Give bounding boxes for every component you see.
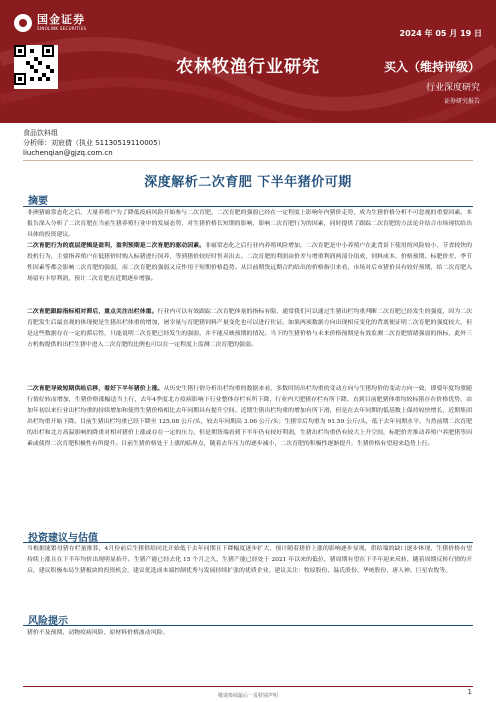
analyst-team: 食品饮料组	[23, 129, 58, 137]
logo-name-en: SINOLINK SECURITIES	[37, 26, 87, 31]
summary-divider	[23, 206, 473, 207]
analyst-name: 分析师：刘宸倩（执业 S1130519110005）	[23, 139, 165, 147]
summary-heading: 摘要	[28, 196, 48, 207]
analyst-email[interactable]: liuchenqian@gjzq.com.cn	[23, 149, 113, 157]
invest-divider	[23, 542, 473, 543]
risk-paragraph: 猪价不及预期、动物疫病风险、原材料价格波动风险。	[27, 630, 169, 636]
industry-title: 农林牧渔行业研究	[176, 57, 320, 77]
risk-divider	[23, 625, 473, 626]
footer-divider	[23, 686, 473, 687]
invest-heading: 投资建议与估值	[28, 533, 98, 544]
company-logo	[14, 14, 86, 32]
summary-paragraph: 非洲猪瘟常态化之后，大量养殖户为了降低疫病风险开始参与二次育肥，二次育肥的强弱已经在一定程度上影响年内猪价走势，成为生猪价格分析不可忽视的重要因素。本报告深入分析了二次育肥在当前生猪养殖行业中的发展态势，对生猪价格长短期的影响，影响二次育肥行为的因素，同时提供了跟踪二次育肥的方法论并结合市场现状给出具体的投资建议。	[27, 210, 472, 238]
report-date: 2024 年 05 月 19 日	[399, 29, 482, 38]
rating-label: 买入（维持评级）	[383, 60, 480, 74]
summary-paragraph: 二次育肥跟踪指标相对滞后，重点关注出栏体重。行业内可以有效跟踪二次育肥体量的指标有限，通常我们可以通过生猪出栏均重判断二次育肥已经发生的强度，因为二次育肥发生后最直观的体现便是生猪出栏体重的增加，屠宰量与育肥猪饲料产量变化也可以进行佐证。如果两项数据方向出现相反变化的背离便证明二次育肥的强度较大，但是这些数据存在一定的滞后性，只能说明二次育肥已经发生的强弱，并不能反映预期的情况。当下的生猪价格与未来价格预期是有效监测二次育肥情绪强弱的指标，此外三方机构提供的出栏生猪中进入二次育肥的比例也可以在一定程度上监测二次育肥的强弱。	[27, 309, 473, 348]
divider	[23, 160, 473, 161]
summary-paragraph: 二次育肥导致短期供给后移，看好下半年猪价上涨。从历史生猪行情分析出栏均重的数据来看，多数时间出栏均重的变动方向与生猪均价的变动方向一致，即要年度均重随行情好转而增加，生猪价格涨幅适当上行，去年4季度北方疫病影响下行业整体存栏有所下降，行业内大肥猪存栏有所下降，直到目前肥猪体重均较标猪存在价格优势，由加年初以来行业出栏均重的持续增加和使得生猪价格相比去年同期具有提升空间。近期生猪出栏均重的增加有所下滑，但是在去年同期的低基数上保持较快增长，近期集团出栏均重开始下降。目前生猪出栏均重已经下降至 125.08 公斤/头，较去年同期高 3.06 公斤/头；生猪宰后均重为 91.59 公斤/头，低于去年同期水平。当然前期二次育肥的出栏和北方高温影响的降重对相对猪价上涨或存在一定的压力，但是期货端看到下半年仍有较好利润，生猪出栏均重仍有较大上升空间，标肥价差推动养殖户养肥猪等因素或使得二次育肥积极性有所提升。目前生猪价格处于上涨的临界点，随着去年压力的逐步减小，二次育肥的积极性逐渐提升，生猪价格有望迎来趋势上行。	[27, 386, 473, 447]
report-title: 深度解析二次育肥 下半年猪价可期	[144, 175, 352, 190]
footer-disclaimer[interactable]: 敬请参阅最后一页特别声明	[217, 693, 278, 699]
summary-paragraph: 二次育肥行为的底层逻辑是盈利，盈利预期是二次育肥的驱动因素。非瘟常态化之后行业内养殖风险增加，二次育肥是中小养殖户在此背景下使用的风险较小、节省较快的投机行为，主要指养殖户在低猪价时购入标猪进行饲养，等到猪价较好时售卖出去。二次育肥的利润由价差与增重利润两部分组成，饲料成本、价格预期、标肥价差、季节性因素等都会影响二次育肥的强弱，而二次育肥的强弱又反作用于短期价格趋势。从目前期货远期合约给出的价格指引来看，市场对后市猪价具有较好预期，给二次育肥入场留有丰厚利润，预计二次育肥在近期逐步增强。	[27, 243, 473, 282]
risk-heading: 风险提示	[28, 616, 68, 627]
page-number: 1	[467, 688, 472, 696]
header-banner	[0, 0, 496, 123]
logo-icon	[14, 14, 32, 32]
report-type: 行业深度研究	[425, 83, 480, 93]
report-dept: 证券研究报告	[443, 98, 480, 105]
invest-paragraph: 当根据能繁母猪存栏量推算，4月份前后生猪供给同比开始低于去年同期且下降幅度逐步扩大，预计随着猪价上涨的影响逐步显现，供给端的缺口逐步体现，生猪价格有望持续上涨且在下半年均价出现明显抬升。生猪产能已经去化 15 个月之久，生猪产能已经处于 2021 年以来的低位，猪周期有望在下半年迎来反转，随着周期反转行情的开启，建议积极布局生猪板块的投资机会，建议优选成本端控制优秀与发展持续扩张的优质企业。建议关注：牧原股份、温氏股份、华统股份、唐人神、巨星农牧等。	[27, 546, 472, 574]
analyst-info	[23, 128, 165, 158]
logo-name: 国金证券	[37, 13, 85, 26]
